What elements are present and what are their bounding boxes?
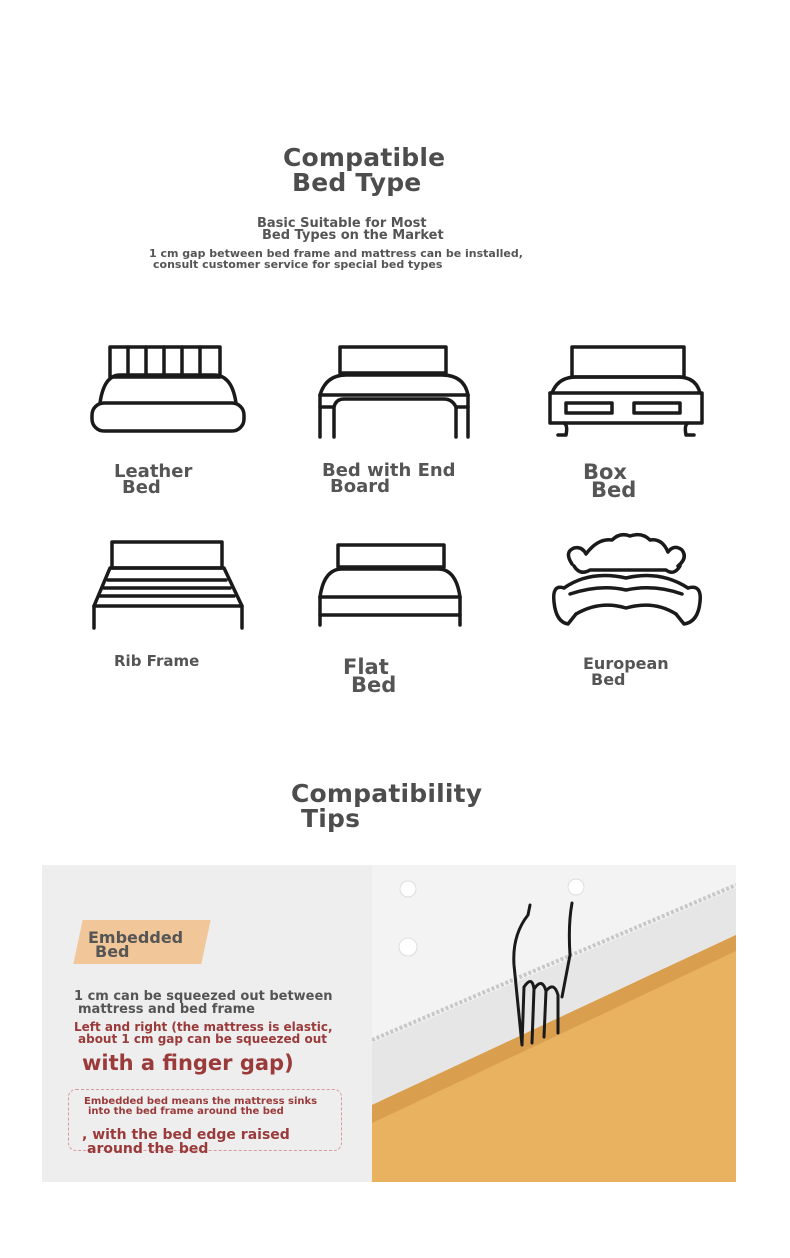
tips-text-area	[42, 865, 372, 1182]
bed-label-end-board: Bed with End Board	[322, 460, 456, 497]
bed-label-leather: Leather Bed	[114, 461, 193, 498]
elastic-note: Left and right (the mattress is elastic, about 1 cm gap can be squeezed out	[74, 1020, 333, 1046]
box-bed-icon	[548, 345, 704, 440]
mattress-in-frame-icon	[372, 865, 736, 1182]
gap-description: 1 cm can be squeezed out between mattress and bed frame	[74, 989, 333, 1017]
subtitle: Basic Suitable for Most Bed Types on the Market	[257, 216, 444, 243]
bed-label-european: European Bed	[583, 654, 669, 689]
mattress-illustration	[372, 865, 736, 1182]
bed-label-box: Box Bed	[583, 460, 637, 502]
finger-gap-note: with a finger gap)	[82, 1051, 294, 1075]
install-note: 1 cm gap between bed frame and mattress can be installed, consult customer service for special bed types	[149, 247, 523, 271]
end-board-bed-icon	[318, 345, 473, 440]
page-title: Compatible Bed Type	[283, 143, 446, 197]
rib-frame-bed-icon	[92, 540, 244, 632]
raised-edge-text: , with the bed edge raised around the bed	[82, 1127, 290, 1157]
tips-title: Compatibility Tips	[291, 779, 483, 833]
tips-panel	[42, 865, 736, 1182]
european-bed-icon	[550, 530, 702, 630]
embedded-definition-text: Embedded bed means the mattress sinks into the bed frame around the bed	[84, 1096, 318, 1117]
bed-label-rib-frame: Rib Frame	[114, 652, 200, 670]
flat-bed-icon	[318, 543, 462, 627]
bed-label-flat: Flat Bed	[343, 655, 397, 697]
embedded-bed-tag: Embedded Bed	[88, 928, 184, 961]
leather-bed-icon	[90, 345, 246, 435]
